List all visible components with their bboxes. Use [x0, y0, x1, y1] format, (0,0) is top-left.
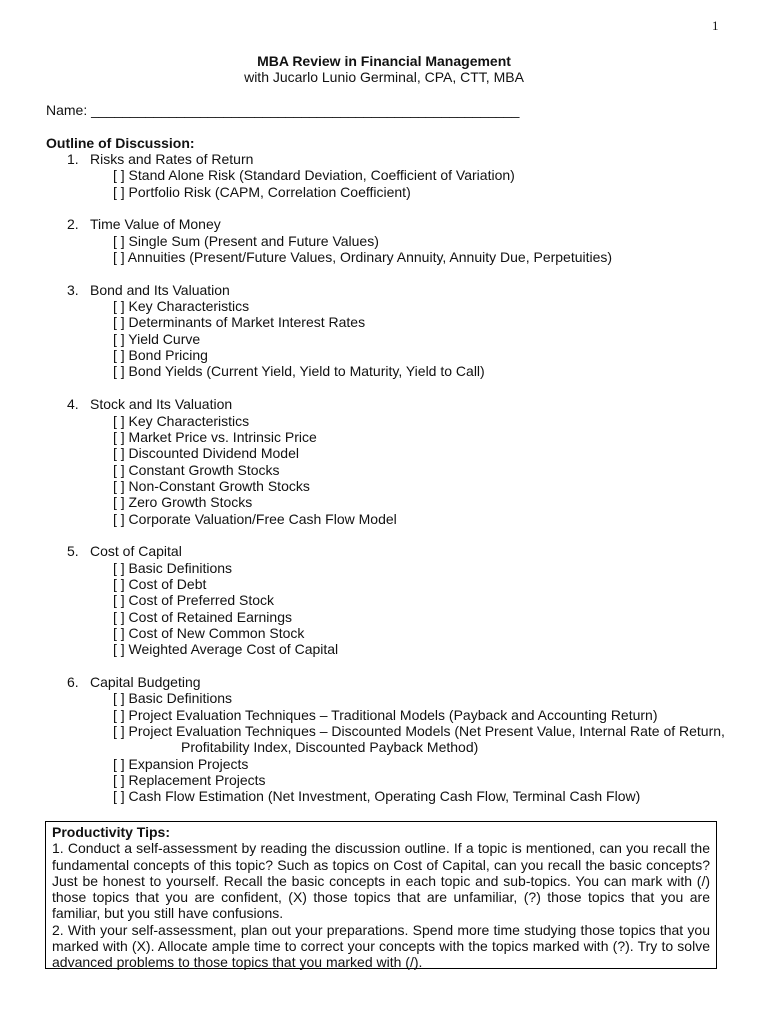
section-number: 1. [67, 151, 79, 167]
checklist-item[interactable]: [ ] Cost of Debt [113, 575, 207, 592]
section-number: 5. [67, 543, 79, 560]
checklist-item[interactable]: [ ] Discounted Dividend Model [113, 445, 299, 462]
section-title: Time Value of Money [90, 216, 221, 233]
checklist-item[interactable]: [ ] Market Price vs. Intrinsic Price [113, 428, 317, 445]
section-number: 4. [67, 396, 79, 413]
checklist-item[interactable]: [ ] Basic Definitions [113, 559, 233, 576]
checklist-item-text: [ ] Project Evaluation Techniques – Discounted Models (Net Present Value, Internal Rate of Return, [113, 723, 725, 740]
checklist-item[interactable]: [ ] Key Characteristics [113, 298, 250, 315]
checklist-item[interactable]: [ ] Yield Curve [113, 330, 201, 347]
outline-list [0, 151, 768, 821]
document-title: MBA Review in Financial Management [257, 53, 511, 69]
checklist-item[interactable]: [ ] Constant Growth Stocks [113, 461, 280, 478]
checklist-item[interactable]: [ ] Determinants of Market Interest Rates [113, 314, 366, 331]
section-title: Cost of Capital [90, 543, 182, 560]
checklist-item[interactable]: [ ] Stand Alone Risk (Standard Deviation, Coefficient of Variation) [113, 167, 515, 184]
section-number: 6. [67, 674, 79, 690]
name-field[interactable] [46, 102, 519, 118]
checklist-item[interactable]: [ ] Weighted Average Cost of Capital [113, 641, 339, 658]
section-title: Risks and Rates of Return [90, 151, 254, 167]
checklist-item[interactable]: [ ] Portfolio Risk (CAPM, Correlation Coefficient) [113, 183, 411, 200]
checklist-item[interactable]: [ ] Cost of Retained Earnings [113, 608, 292, 625]
checklist-item[interactable]: [ ] Single Sum (Present and Future Values) [113, 232, 379, 249]
checklist-item-multiline[interactable] [0, 723, 768, 756]
section-number: 2. [67, 216, 79, 233]
section-title: Stock and Its Valuation [90, 396, 233, 413]
outline-section-cost-of-capital [0, 543, 768, 657]
checklist-item[interactable]: [ ] Bond Pricing [113, 347, 208, 364]
tip-paragraph: 2. With your self-assessment, plan out your preparations. Spend more time studying those topics that you marked with (X). Allocate ample time to correct your concepts with the topics marked with (?). Try to solve advanced problems to those topics that you marked with (/). [52, 921, 710, 971]
checklist-item[interactable]: [ ] Bond Yields (Current Yield, Yield to Maturity, Yield to Call) [113, 363, 485, 380]
section-title: Bond and Its Valuation [90, 281, 230, 298]
checklist-item[interactable]: [ ] Key Characteristics [113, 412, 250, 429]
checklist-item[interactable]: [ ] Replacement Projects [113, 772, 266, 789]
outline-section-tvm [0, 216, 768, 265]
tips-title: Productivity Tips: [52, 824, 170, 840]
outline-section-stocks [0, 396, 768, 527]
outline-heading: Outline of Discussion: [46, 135, 195, 151]
outline-section-risks [0, 151, 768, 200]
page-number: 1 [712, 18, 719, 33]
checklist-item-continuation: Profitability Index, Discounted Payback Method) [181, 739, 479, 756]
checklist-item[interactable]: [ ] Corporate Valuation/Free Cash Flow Model [113, 510, 397, 527]
section-number: 3. [67, 281, 79, 298]
checklist-item[interactable]: [ ] Expansion Projects [113, 755, 249, 772]
productivity-tips-box [45, 821, 717, 969]
checklist-item[interactable]: [ ] Project Evaluation Techniques – Traditional Models (Payback and Accounting Return) [113, 706, 658, 723]
outline-section-capital-budgeting [0, 674, 768, 805]
document-subtitle: with Jucarlo Lunio Germinal, CPA, CTT, MBA [244, 69, 524, 85]
checklist-item[interactable]: [ ] Cash Flow Estimation (Net Investment, Operating Cash Flow, Terminal Cash Flow) [113, 788, 641, 805]
outline-section-bonds [0, 282, 768, 380]
checklist-item[interactable]: [ ] Annuities (Present/Future Values, Ordinary Annuity, Annuity Due, Perpetuities) [113, 249, 613, 266]
checklist-item[interactable]: [ ] Zero Growth Stocks [113, 494, 253, 511]
checklist-item[interactable]: [ ] Non-Constant Growth Stocks [113, 477, 310, 494]
section-title: Capital Budgeting [90, 674, 201, 690]
checklist-item[interactable]: [ ] Basic Definitions [113, 690, 233, 707]
checklist-item[interactable]: [ ] Cost of Preferred Stock [113, 592, 275, 609]
checklist-item[interactable]: [ ] Cost of New Common Stock [113, 624, 305, 641]
tip-paragraph: 1. Conduct a self-assessment by reading the discussion outline. If a topic is mentioned, can you recall the fundamental concepts of this topic? Such as topics on Cost of Capital, can you recall the basic concepts? Just be honest to yourself. Recall the basic concepts in each topic and sub-topics. You can mark with (/) those topics that you are confident, (X) those topics that are unfamiliar, (?) those topics that you are familiar, but you still have confusions. [52, 840, 710, 922]
name-blank-line[interactable]: _______________________________________________________ [91, 102, 520, 118]
name-label: Name: [46, 102, 88, 118]
